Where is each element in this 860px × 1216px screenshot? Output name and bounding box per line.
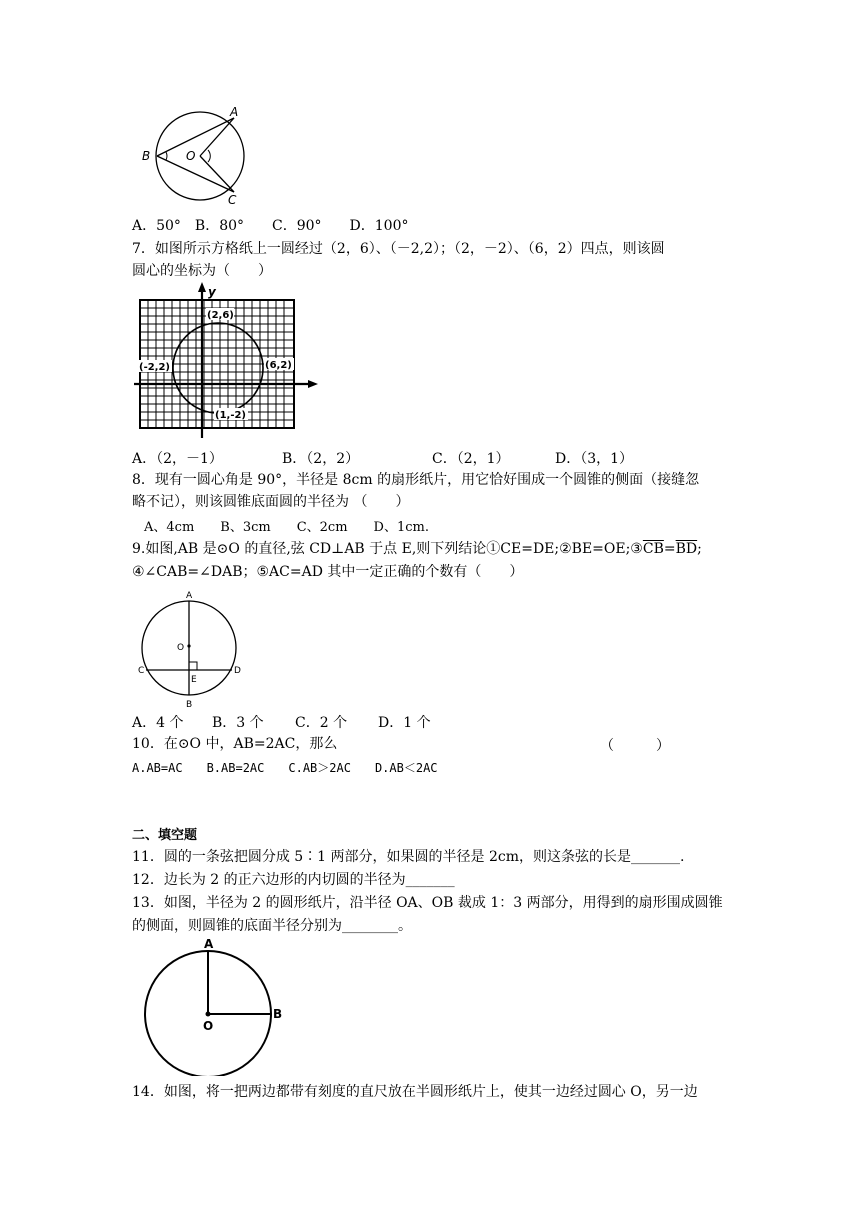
q9-label-d: D	[234, 666, 241, 676]
q7-grid-figure	[132, 280, 322, 440]
q9-option-c: C．2 个	[295, 715, 348, 731]
q7-point-6-2: (6,2)	[265, 360, 292, 371]
q13-label-o: O	[203, 1019, 214, 1033]
q7-text-line1: 7．如图所示方格纸上一圆经过（2，6）、（－2,2）；（2，－2）、（6，2）四点，则该圆	[132, 241, 665, 257]
q6-label-a: A	[230, 105, 239, 119]
q7-text-line2: 圆心的坐标为（ ）	[132, 263, 272, 279]
q7-point-neg2-2: (-2,2)	[139, 362, 171, 373]
q8-options: A、4cm B、3cm C、2cm D、1cm.	[144, 520, 429, 535]
q13-label-a: A	[204, 937, 214, 951]
q13-label-b: B	[273, 1007, 283, 1021]
q10-options: A.AB=AC B.AB=2AC C.AB＞2AC D.AB＜2AC	[132, 761, 438, 775]
q7-option-a: A．（2，－1）	[132, 451, 223, 467]
q10-bracket: （ ）	[600, 738, 670, 754]
q12-text: 12．边长为 2 的正六边形的内切圆的半径为_______	[132, 872, 455, 888]
q9-text-line2: ④∠CAB=∠DAB；⑤AC=AD 其中一定正确的个数有（ ）	[132, 564, 524, 580]
q13-text-line2: 的侧面，则圆锥的底面半径分别为________。	[132, 918, 412, 934]
q9-semicolon: ;	[697, 541, 702, 557]
q14-text: 14．如图，将一把两边都带有刻度的直尺放在半圆形纸片上，使其一边经过圆心 O，另一边	[132, 1084, 698, 1100]
q9-option-b: B．3 个	[212, 715, 264, 731]
q6-options: A．50° B．80° C．90° D．100°	[132, 218, 409, 234]
q8-text-line2: 略不记），则该圆锥底面圆的半径为 （ ）	[132, 494, 410, 510]
q13-circle-figure	[140, 934, 290, 1076]
q9-label-b: B	[186, 700, 193, 710]
q9-option-a: A．4 个	[132, 715, 184, 731]
q7-axis-y-label: y	[208, 285, 216, 299]
q6-circle-figure	[140, 100, 260, 210]
q6-label-b: B	[142, 149, 151, 163]
q9-arc-bd: $\overline{BD}$	[675, 541, 698, 557]
q6-label-c: C	[228, 193, 237, 207]
q7-option-c: C．（2，1）	[432, 451, 510, 467]
q7-option-b: B．（2，2）	[282, 451, 360, 467]
q9-option-d: D．1 个	[378, 715, 431, 731]
q7-point-1-neg2: (1,-2)	[215, 410, 247, 421]
q9-label-e: E	[191, 675, 197, 685]
q9-circle-figure	[130, 588, 250, 710]
q8-text-line1: 8．现有一圆心角是 90°，半径是 8cm 的扇形纸片，用它恰好围成一个圆锥的侧面（接缝忽	[132, 472, 700, 488]
q10-text-line1: 10．在⊙O 中，AB=2AC，那么	[132, 736, 338, 752]
q7-option-d: D．（3，1）	[555, 451, 634, 467]
q9-label-o: O	[177, 643, 185, 653]
q13-text-line1: 13．如图，半径为 2 的圆形纸片，沿半径 OA、OB 裁成 1：3 两部分，用得到的扇形围成圆锥	[132, 895, 723, 911]
q9-label-a: A	[186, 591, 193, 601]
q9-equals: =	[663, 541, 676, 557]
q9-label-c: C	[138, 666, 145, 676]
q7-point-2-6: (2,6)	[207, 310, 234, 321]
q9-text-line1	[132, 540, 702, 558]
q9-arc-cb: $\overline{CB}$	[642, 541, 664, 557]
section-title-fill-in: 二、填空题	[132, 828, 198, 843]
q9-text-line1-main: 9.如图,AB 是⊙O 的直径,弦 CD⊥AB 于点 E,则下列结论①CE=DE;②BE=OE;③	[132, 541, 643, 557]
q6-label-o: O	[186, 149, 196, 163]
q11-text: 11．圆的一条弦把圆分成 5∶1 两部分，如果圆的半径是 2cm，则这条弦的长是_______.	[132, 849, 685, 865]
